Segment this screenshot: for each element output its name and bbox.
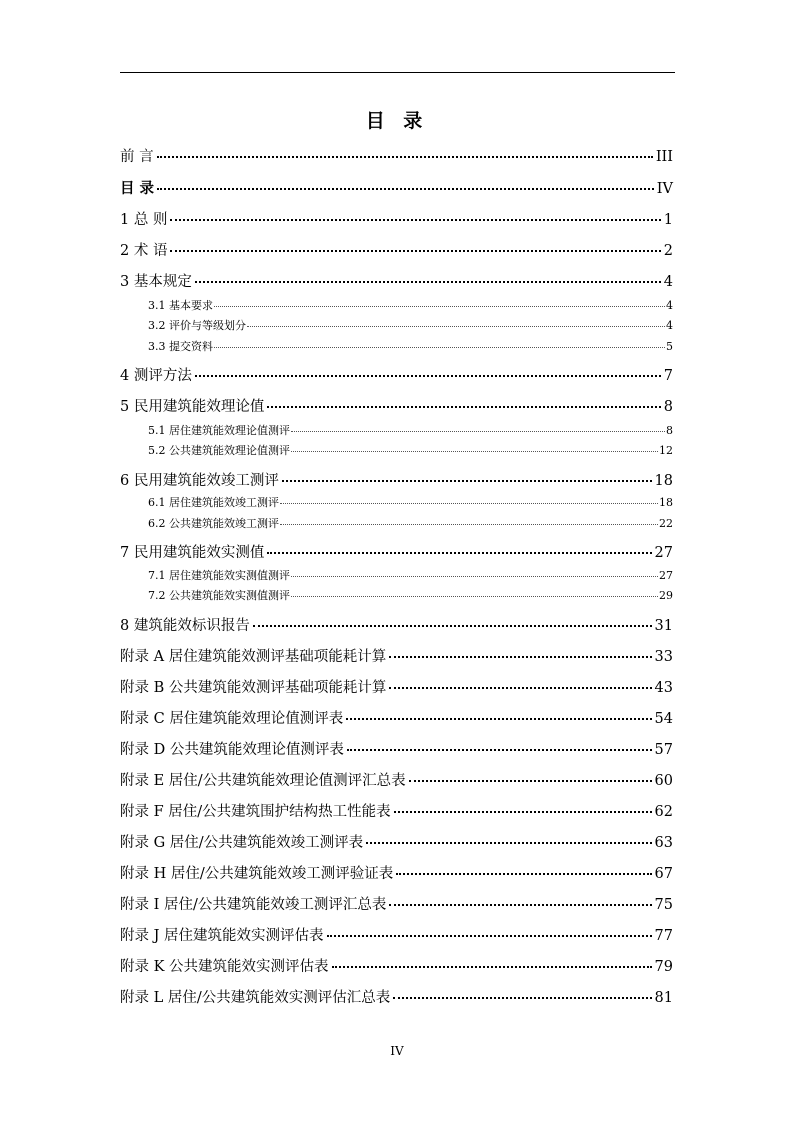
toc-entry-title: 3.1 基本要求 [148, 299, 213, 312]
header-rule [120, 72, 675, 73]
toc-entry[interactable] [120, 364, 673, 385]
toc-entry[interactable] [148, 494, 673, 510]
dot-leader [195, 375, 661, 377]
toc-entry[interactable] [120, 645, 673, 666]
toc-entry-title: 8 建筑能效标识报告 [120, 618, 250, 634]
dot-leader [332, 966, 652, 968]
page-number: IV [390, 1044, 404, 1058]
dot-leader [389, 687, 651, 689]
toc-entry[interactable] [148, 587, 673, 603]
toc-entry-page: 62 [654, 804, 673, 820]
toc-entry-page: 4 [663, 274, 673, 290]
toc-entry-page: 81 [654, 990, 673, 1006]
toc-entry[interactable] [120, 862, 673, 883]
dot-leader [214, 306, 665, 307]
toc-entry[interactable] [120, 395, 673, 416]
toc-entry-title: 2 术 语 [120, 243, 168, 259]
toc-entry-page: 33 [654, 649, 673, 665]
toc-entry[interactable] [120, 614, 673, 635]
dot-leader [170, 219, 660, 221]
toc-entry-page: 79 [654, 959, 673, 975]
dot-leader [157, 156, 653, 158]
toc-entry-page: 12 [659, 444, 673, 457]
toc-entry-title: 附录 E 居住/公共建筑能效理论值测评汇总表 [120, 773, 406, 789]
toc-entry-page: III [655, 149, 673, 165]
toc-entry[interactable] [148, 515, 673, 531]
toc-entry-page: 77 [654, 928, 673, 944]
toc-entry[interactable] [148, 442, 673, 458]
dot-leader [280, 503, 658, 504]
toc-entry[interactable] [120, 239, 673, 260]
toc-entry-title: 3.2 评价与等级划分 [148, 319, 246, 332]
toc-entry[interactable] [120, 893, 673, 914]
toc-entry[interactable] [120, 738, 673, 759]
toc-entry[interactable] [148, 297, 673, 313]
dot-leader [195, 281, 661, 283]
toc-entry[interactable] [148, 317, 673, 333]
dot-leader [366, 842, 651, 844]
toc-entry-title: 附录 A 居住建筑能效测评基础项能耗计算 [120, 649, 387, 665]
dot-leader [396, 873, 651, 875]
toc-entry[interactable] [120, 769, 673, 790]
toc-entry[interactable] [120, 469, 673, 490]
toc-entry-page: 43 [654, 680, 673, 696]
toc-entry-title: 附录 K 公共建筑能效实测评估表 [120, 959, 329, 975]
toc-entry-page: 57 [654, 742, 673, 758]
dot-leader [389, 904, 651, 906]
dot-leader [291, 451, 658, 452]
dot-leader [409, 780, 652, 782]
toc-entry-title: 5.2 公共建筑能效理论值测评 [148, 444, 290, 457]
toc-entry-title: 附录 G 居住/公共建筑能效竣工测评表 [120, 835, 364, 851]
toc-entry-title: 1 总 则 [120, 212, 168, 228]
toc-entry-page: 75 [654, 897, 673, 913]
toc-entry[interactable] [120, 676, 673, 697]
dot-leader [389, 656, 651, 658]
dot-leader [170, 250, 660, 252]
toc-entry[interactable] [120, 800, 673, 821]
toc-entry-title: 5.1 居住建筑能效理论值测评 [148, 424, 290, 437]
toc-entry-page: 31 [654, 618, 673, 634]
toc-entry-page: 27 [659, 569, 673, 582]
dot-leader [267, 552, 651, 554]
toc-entry-page: 4 [666, 299, 673, 312]
toc-entry-page: 63 [654, 835, 673, 851]
toc-entry-title: 附录 J 居住建筑能效实测评估表 [120, 928, 324, 944]
dot-leader [280, 524, 658, 525]
dot-leader [327, 935, 652, 937]
toc-entry-title: 7.2 公共建筑能效实测值测评 [148, 589, 290, 602]
toc-entry-page: 8 [663, 399, 673, 415]
toc-entry[interactable] [120, 831, 673, 852]
toc-entry[interactable] [120, 270, 673, 291]
toc-entry-page: 5 [666, 340, 673, 353]
toc-entry-title: 附录 H 居住/公共建筑能效竣工测评验证表 [120, 866, 394, 882]
toc-entry-page: 18 [654, 473, 673, 489]
dot-leader [267, 406, 660, 408]
toc-entry-page: 22 [659, 517, 673, 530]
toc-entry[interactable] [120, 145, 673, 166]
toc-entry-title: 5 民用建筑能效理论值 [120, 399, 265, 415]
toc-entry-title: 附录 C 居住建筑能效理论值测评表 [120, 711, 344, 727]
toc-entry[interactable] [120, 177, 673, 198]
toc-entry-page: IV [656, 181, 673, 197]
toc-entry-page: 4 [666, 319, 673, 332]
toc-entry-title: 7 民用建筑能效实测值 [120, 545, 265, 561]
toc-entry-page: 2 [663, 243, 673, 259]
toc-entry-title: 附录 F 居住/公共建筑围护结构热工性能表 [120, 804, 391, 820]
toc-entry-title: 附录 L 居住/公共建筑能效实测评估汇总表 [120, 990, 391, 1006]
toc-entry-page: 54 [654, 711, 673, 727]
toc-entry-page: 67 [654, 866, 673, 882]
dot-leader [346, 718, 651, 720]
toc-entry-title: 前 言 [120, 149, 154, 165]
toc-entry[interactable] [120, 541, 673, 562]
toc-entry-page: 1 [663, 212, 673, 228]
toc-entry-title: 目 录 [120, 180, 155, 197]
dot-leader [157, 188, 654, 190]
dot-leader [282, 480, 652, 482]
dot-leader [253, 625, 652, 627]
page-title: 目 录 [365, 110, 429, 132]
toc-entry[interactable] [148, 567, 673, 583]
dot-leader [291, 431, 665, 432]
toc-entry-title: 3.3 提交资料 [148, 340, 213, 353]
toc-entry-title: 附录 B 公共建筑能效测评基础项能耗计算 [120, 680, 387, 696]
dot-leader [347, 749, 652, 751]
toc-entry-page: 7 [663, 368, 673, 384]
toc-entry[interactable] [148, 338, 673, 354]
toc-entry[interactable] [120, 707, 673, 728]
toc-entry-title: 6.1 居住建筑能效竣工测评 [148, 496, 279, 509]
toc-entry-title: 7.1 居住建筑能效实测值测评 [148, 569, 290, 582]
toc-entry-title: 6 民用建筑能效竣工测评 [120, 473, 279, 489]
toc-entry-page: 29 [659, 589, 673, 602]
dot-leader [394, 811, 652, 813]
toc-entry[interactable] [120, 208, 673, 229]
toc-entry-title: 4 测评方法 [120, 368, 192, 384]
toc-entry-title: 附录 D 公共建筑能效理论值测评表 [120, 742, 344, 758]
toc-entry[interactable] [148, 422, 673, 438]
dot-leader [291, 596, 658, 597]
toc-entry-page: 8 [666, 424, 673, 437]
dot-leader [247, 326, 665, 327]
toc-entry[interactable] [120, 986, 673, 1007]
dot-leader [393, 997, 651, 999]
toc-entry-title: 3 基本规定 [120, 274, 192, 290]
dot-leader [214, 347, 665, 348]
toc-entry-title: 附录 I 居住/公共建筑能效竣工测评汇总表 [120, 897, 387, 913]
toc-entry-page: 18 [659, 496, 673, 509]
dot-leader [291, 576, 658, 577]
toc-entry-page: 60 [654, 773, 673, 789]
toc-entry-page: 27 [654, 545, 673, 561]
toc-entry-title: 6.2 公共建筑能效竣工测评 [148, 517, 279, 530]
toc-entry[interactable] [120, 924, 673, 945]
toc-entry[interactable] [120, 955, 673, 976]
